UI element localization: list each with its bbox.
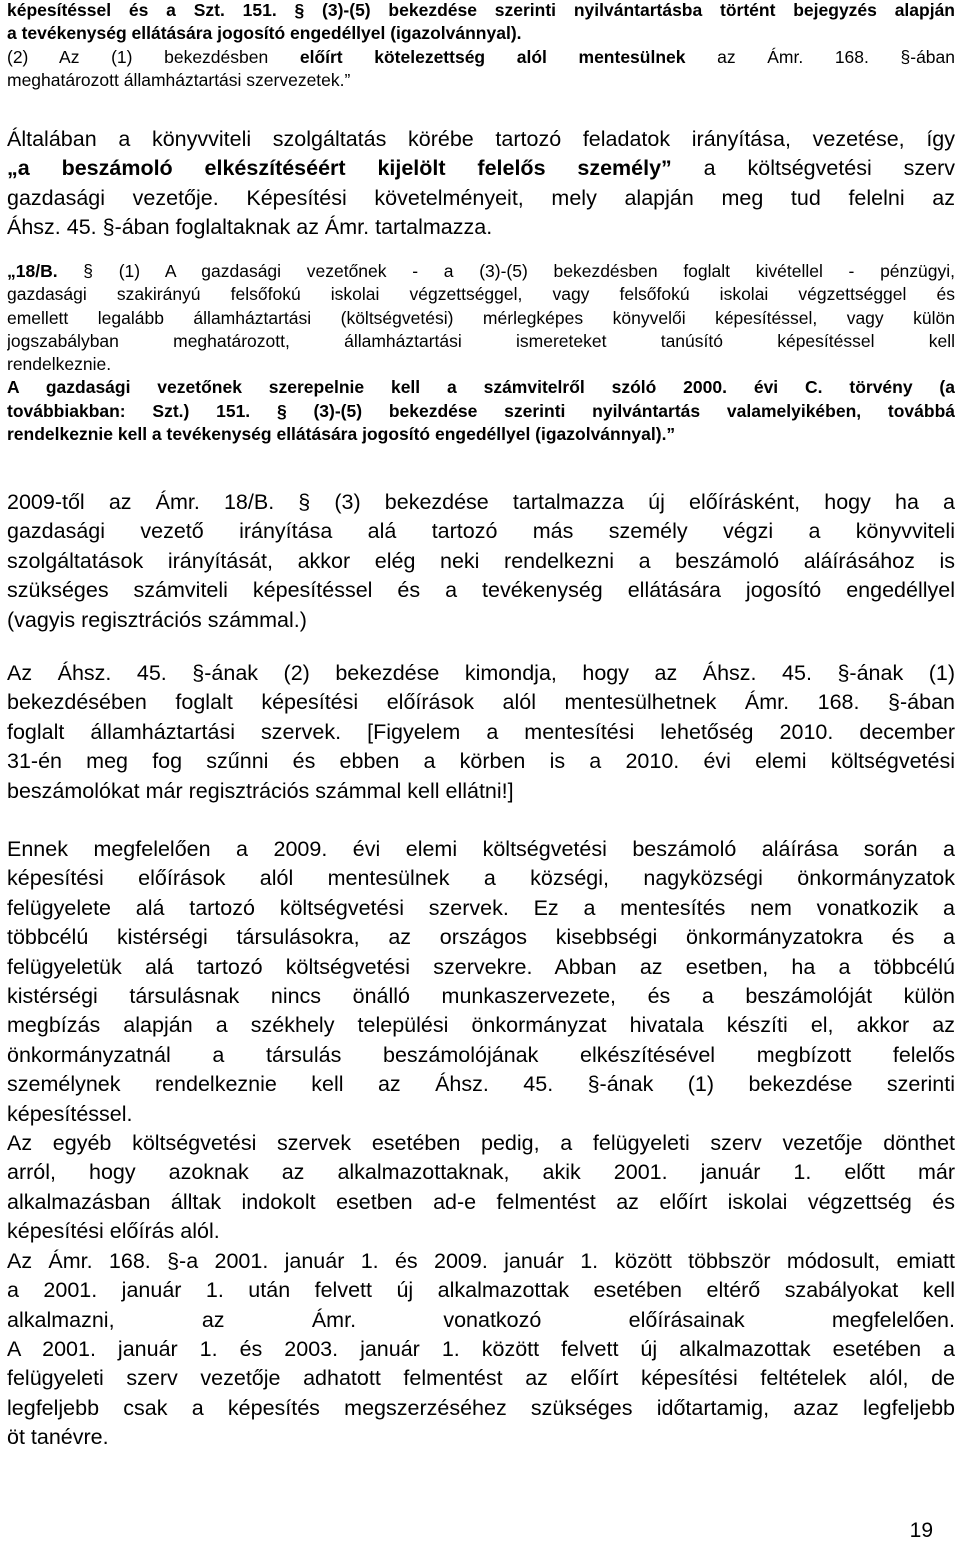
text-run: alkalmazásban álltak indokolt esetben ad-e felmentést az előírt iskolai végzettség és <box>7 1189 955 1214</box>
paragraph-ahsz-45 <box>7 659 955 806</box>
quoted-section-18b <box>7 260 955 446</box>
text-run: képesítési előírás alól. <box>7 1219 220 1244</box>
text-line <box>7 547 955 576</box>
text-line <box>7 923 955 952</box>
text-line <box>7 982 955 1011</box>
page-number: 19 <box>909 1519 933 1542</box>
text-line <box>7 1129 955 1158</box>
text-run: felügyeletük alá tartozó költségvetési szervekre. Abban az esetben, ha a többcélú <box>7 954 955 979</box>
text-run: 31-én meg fog szűnni és ebben a körben is a 2010. évi elemi költségvetési <box>7 749 955 774</box>
text-line <box>7 1335 955 1364</box>
intro-paragraph <box>7 125 955 243</box>
text-line <box>7 517 955 546</box>
bold-text-run: A gazdasági vezetőnek szerepelnie kell a számvitelről szóló 2000. évi C. törvény (a <box>7 377 955 398</box>
text-line <box>7 1306 955 1335</box>
text-line <box>7 1188 955 1217</box>
text-run: a költségvetési szerv <box>671 156 955 181</box>
text-run: 2009-től az Ámr. 18/B. § (3) bekezdése tartalmazza új előírásként, hogy ha a <box>7 490 955 514</box>
text-run: többcélú kistérségi társulásokra, az országos kisebbségi önkormányzatokra és a <box>7 925 955 950</box>
text-line <box>7 46 955 69</box>
text-run: Az Áhsz. 45. §-ának (2) bekezdése kimondja, hogy az Áhsz. 45. §-ának (1) <box>7 661 955 685</box>
text-run: Ennek megfelelően a 2009. évi elemi költségvetési beszámoló aláírása során a <box>7 837 955 861</box>
text-run: szükséges számviteli képesítéssel és a tevékenység ellátására jogosító engedéllyel <box>7 578 955 603</box>
text-run: alkalmazni, az Ámr. vonatkozó előírásainak megfelelően. <box>7 1307 955 1332</box>
text-line <box>7 1364 955 1393</box>
text-line <box>7 864 955 893</box>
text-line <box>7 69 955 92</box>
text-run: Az Ámr. 168. §-a 2001. január 1. és 2009. január 1. között többször módosult, emiatt <box>7 1248 955 1273</box>
text-run: gazdasági szakirányú felsőfokú iskolai végzettséggel, vagy felsőfokú iskolai végzettséggel és <box>7 284 955 305</box>
text-run: öt tanévre. <box>7 1425 109 1450</box>
bold-text-run: a tevékenység ellátására jogosító engedéllyel (igazolvánnyal). <box>7 23 522 44</box>
text-line <box>7 330 955 353</box>
text-line <box>7 1247 955 1276</box>
text-run: (vagyis regisztrációs számmal.) <box>7 607 307 632</box>
text-run: (2) Az (1) bekezdésben <box>7 46 300 67</box>
text-run: gazdasági vezető irányítása alá tartozó más személy végzi a könyvviteli <box>7 519 955 544</box>
text-line <box>7 835 955 864</box>
text-line <box>7 1217 955 1246</box>
text-line <box>7 576 955 605</box>
text-run: bekezdésében foglalt képesítési előírások alól mentesülhetnek Ámr. 168. §-ában <box>7 690 955 715</box>
bold-text-run: rendelkeznie kell a tevékenység ellátására jogosító engedéllyel (igazolvánnyal).” <box>7 424 676 445</box>
text-run: A 2001. január 1. és 2003. január 1. között felvett új alkalmazottak esetében a <box>7 1336 955 1361</box>
text-line <box>7 283 955 306</box>
text-line <box>7 1011 955 1040</box>
previous-quote-continuation <box>7 0 955 92</box>
text-line <box>7 260 955 283</box>
text-run: megbízás alapján a székhely települési önkormányzat hivatala készíti el, akkor az <box>7 1013 955 1038</box>
text-line <box>7 953 955 982</box>
text-run: legfeljebb csak a képesítés megszerzéséhez szükséges időtartamig, azaz legfeljebb <box>7 1395 955 1420</box>
text-line <box>7 894 955 923</box>
text-run: arról, hogy azoknak az alkalmazottaknak, akik 2001. január 1. előtt már <box>7 1160 955 1185</box>
text-line <box>7 376 955 399</box>
text-line <box>7 606 955 635</box>
text-line <box>7 1394 955 1423</box>
text-run: képesítési előírások alól mentesülnek a községi, nagyközségi önkormányzatok <box>7 866 955 891</box>
text-line <box>7 1041 955 1070</box>
text-line <box>7 747 955 776</box>
text-run: önkormányzatnál a társulás beszámolójának elkészítésével megbízott felelős <box>7 1042 955 1067</box>
text-run: Az egyéb költségvetési szervek esetében pedig, a felügyeleti szerv vezetője dönthet <box>7 1131 955 1156</box>
text-run: képesítéssel. <box>7 1101 133 1126</box>
bold-text-run: „a beszámoló elkészítéséért kijelölt felelős személy” <box>7 156 672 181</box>
text-line <box>7 488 955 517</box>
text-run: Áhsz. 45. §-ában foglaltaknak az Ámr. tartalmazza. <box>7 215 493 240</box>
paragraph-exemptions <box>7 835 955 1453</box>
text-line <box>7 1100 955 1129</box>
text-line <box>7 777 955 806</box>
text-run: személynek rendelkeznie kell az Áhsz. 45. §-ának (1) bekezdése szerinti <box>7 1072 955 1097</box>
text-run: felügyelete alá tartozó költségvetési szervek. Ez a mentesítés nem vonatkozik a <box>7 895 955 920</box>
text-line <box>7 718 955 747</box>
text-line <box>7 1423 955 1452</box>
text-run: meghatározott államháztartási szervezetek.” <box>7 69 351 90</box>
text-run: a 2001. január 1. után felvett új alkalmazottak esetében eltérő szabályokat kell <box>7 1278 955 1303</box>
text-run: szolgáltatások irányítását, akkor elég neki rendelkezni a beszámoló aláírásához is <box>7 548 955 573</box>
text-line <box>7 1276 955 1305</box>
text-line <box>7 400 955 423</box>
text-run: § (1) A gazdasági vezetőnek - a (3)-(5) bekezdésben foglalt kivétellel - pénzügyi, <box>57 261 955 281</box>
bold-text-run: továbbiakban: Szt.) 151. § (3)-(5) bekezdése szerinti nyilvántartás valamelyikében, továbbá <box>7 400 955 421</box>
text-line <box>7 1070 955 1099</box>
text-run: kistérségi társulásnak nincs önálló munkaszervezete, és a beszámolóját külön <box>7 984 955 1009</box>
text-line <box>7 353 955 376</box>
text-line <box>7 184 955 213</box>
text-line <box>7 154 955 183</box>
text-run: az Ámr. 168. §-ában <box>685 46 955 67</box>
text-run: emellett legalább államháztartási (költségvetési) mérlegképes könyvelői képesítéssel, vagy külön <box>7 307 955 328</box>
text-line <box>7 659 955 688</box>
text-run: foglalt államháztartási szervek. [Figyelem a mentesítési lehetőség 2010. december <box>7 719 955 744</box>
text-line <box>7 22 955 45</box>
text-line <box>7 688 955 717</box>
text-line <box>7 423 955 446</box>
text-line <box>7 213 955 242</box>
text-line <box>7 1158 955 1187</box>
bold-text-run: előírt kötelezettség alól mentesülnek <box>299 46 686 67</box>
bold-text-run: „18/B. <box>7 261 58 281</box>
text-run: Általában a könyvviteli szolgáltatás körébe tartozó feladatok irányítása, vezetése, így <box>7 127 955 151</box>
text-run: gazdasági vezetője. Képesítési követelményeit, mely alapján meg tud felelni az <box>7 185 955 210</box>
text-run: beszámolókat már regisztrációs számmal kell ellátni!] <box>7 778 514 803</box>
text-line <box>7 125 955 154</box>
text-line <box>7 307 955 330</box>
text-run: felügyeleti szerv vezetője adhatott felmentést az előírt képesítési feltételek alól, de <box>7 1366 955 1391</box>
text-run: jogszabályban meghatározott, államháztartási ismereteket tanúsító képesítéssel kell <box>7 330 955 351</box>
paragraph-2009-rule <box>7 488 955 635</box>
text-run: rendelkeznie. <box>7 354 112 375</box>
bold-text-run: képesítéssel és a Szt. 151. § (3)-(5) bekezdése szerinti nyilvántartásba történt bejegyzés alapján <box>7 0 955 20</box>
text-line <box>7 0 955 22</box>
